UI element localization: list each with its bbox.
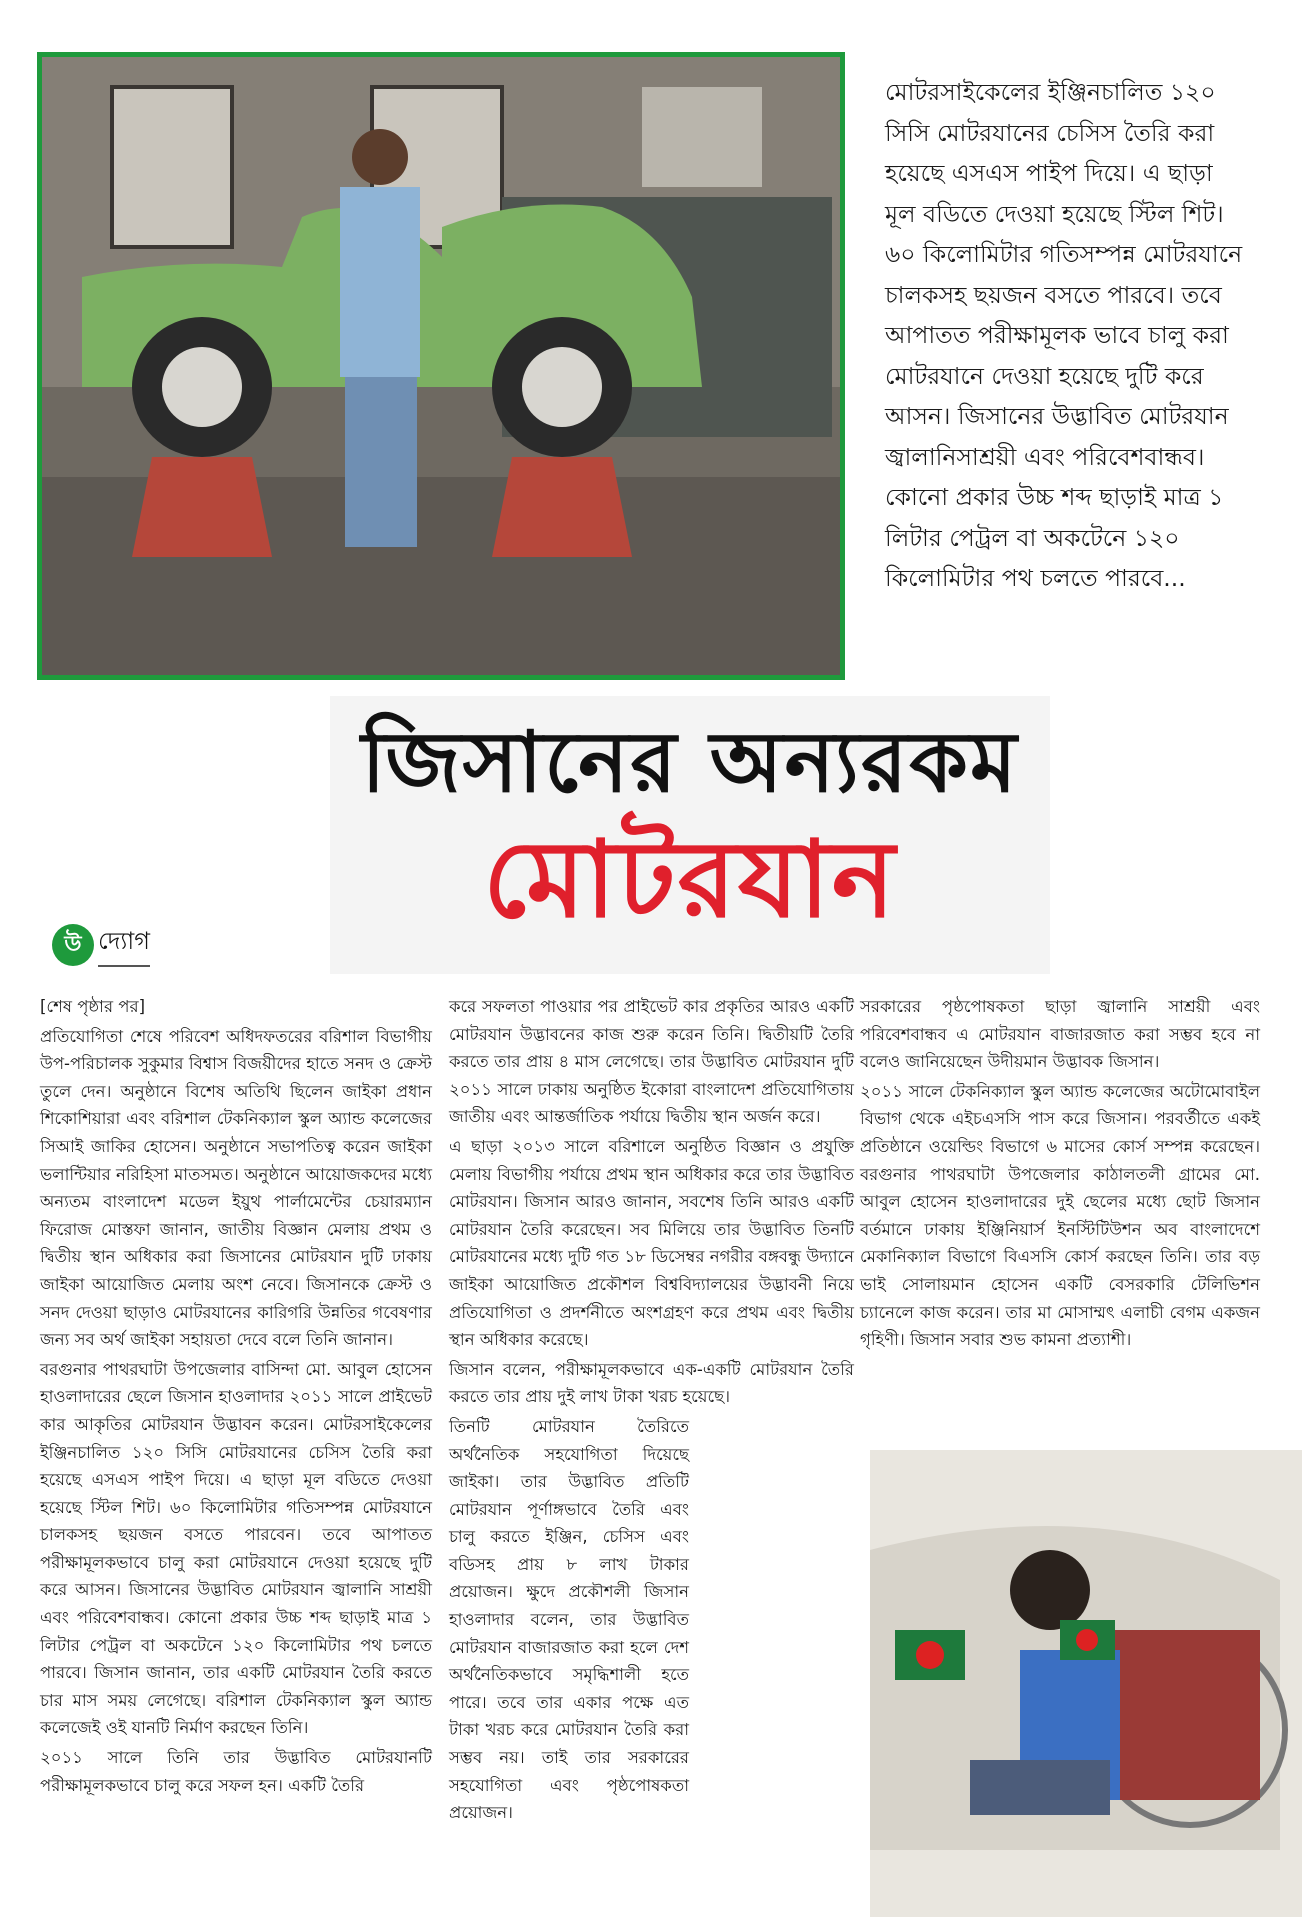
headline-line-2: মোটরযান <box>483 818 897 941</box>
column-1-paragraph: [শেষ পৃষ্ঠার পর] <box>40 997 146 1016</box>
column-1-paragraph: ২০১১ সালে তিনি তার উদ্ভাবিত মোটরযানটি পরীক্ষামূলকভাবে চালু করে সফল হন। একটি তৈরি <box>40 1748 432 1795</box>
column-2-paragraph: জিসান বলেন, পরীক্ষামূলকভাবে এক-একটি মোটরযান তৈরি করতে তার প্রায় দুই লাখ টাকা খরচ হয়েছে। <box>449 1359 854 1407</box>
column-1-paragraph: প্রতিযোগিতা শেষে পরিবেশ অধিদফতরের বরিশাল বিভাগীয় উপ-পরিচালক সুকুমার বিশ্বাস বিজয়ীদের হাতে সনদ ও ক্রেস্ট তুলে দেন। অনুষ্ঠানে বিশেষ অতিথি ছিলেন জাইকা প্রধান শিকোশিয়ারা এবং বরিশাল টেকনিক্যাল স্কুল অ্যান্ড কলেজের সিআই জাকির হোসেন। অনুষ্ঠানে সভাপতিত্ব করেন জাইকা ভলান্টিয়ার নরিহিসা মাতসমত। অনুষ্ঠানে আয়োজকদের মধ্যে অন্যতম বাংলাদেশ মডেল ইয়ুথ পার্লামেন্টের চেয়ারম্যান ফিরোজ মোস্তফা জানান, জাতীয় বিজ্ঞান মেলায় প্রথম ও দ্বিতীয় স্থান অধিকার করা জিসানের মোটরযান দুটি ঢাকায় জাইকা আয়োজিত মেলায় অংশ নেবে। জিসানকে ক্রেস্ট ও সনদ দেওয়া ছাড়াও মোটরযানের কারিগরি উন্নতির গবেষণার জন্য সব অর্থ জাইকা সহায়তা দেবে বলে তিনি জানান। <box>40 1026 432 1350</box>
column-3-paragraph: সরকারের পৃষ্ঠপোষকতা ছাড়া জ্বালানি সাশ্রয়ী এবং পরিবেশবান্ধব এ মোটরযান বাজারজাত করা সম্ভব হবে না বলেও জানিয়েছেন উদীয়মান উদ্ভাবক জিসান। <box>860 997 1260 1072</box>
headline-line-1: জিসানের অন্যরকম <box>361 713 1019 811</box>
headline-block <box>330 696 1050 974</box>
column-1-paragraph: বরগুনার পাথরঘাটা উপজেলার বাসিন্দা মো. আবুল হোসেন হাওলাদারের ছেলে জিসান হাওলাদার ২০১১ সালে প্রাইভেট কার আকৃতির মোটরযান উদ্ভাবন করেন। মোটরসাইকেলের ইঞ্জিনচালিত ১২০ সিসি মোটরযানের চেসিস তৈরি করা হয়েছে এসএস পাইপ দিয়ে। এ ছাড়া মূল বডিতে দেওয়া হয়েছে স্টিল শিট। ৬০ কিলোমিটার গতিসম্পন্ন মোটরযানে চালকসহ ছয়জন বসতে পারবেন। তবে আপাতত পরীক্ষামূলকভাবে চালু করা মোটরযানে দেওয়া হয়েছে দুটি করে আসন। জিসানের উদ্ভাবিত মোটরযান জ্বালানি সাশ্রয়ী এবং পরিবেশবান্ধব। কোনো প্রকার উচ্চ শব্দ ছাড়াই মাত্র ১ লিটার পেট্রল বা অকটেনে ১২০ কিলোমিটার পথ চলতে পারবে। জিসান জানান, তার একটি মোটরযান তৈরি করতে চার মাস সময় লেগেছে। বরিশাল টেকনিক্যাল স্কুল অ্যান্ড কলেজেই ওই যানটি নির্মাণ করছেন তিনি। <box>40 1359 432 1738</box>
article-column-1 <box>40 993 432 1893</box>
article-column-3 <box>860 993 1260 1356</box>
section-tag <box>52 920 150 970</box>
section-tag-initial: উ <box>52 924 94 966</box>
column-2-paragraph: তিনটি মোটরযান তৈরিতে অর্থনৈতিক সহযোগিতা দিয়েছে জাইকা। তার উদ্ভাবিত প্রতিটি মোটরযান পূর্ণাঙ্গভাবে তৈরি এবং চালু করতে ইঞ্জিন, চেসিস এবং বডিসহ প্রায় ৮ লাখ টাকার প্রয়োজন। ক্ষুদে প্রকৌশলী জিসান হাওলাদার বলেন, তার উদ্ভাবিত মোটরযান বাজারজাত করা হলে দেশ অর্থনৈতিকভাবে সমৃদ্ধিশালী হতে পারে। তবে তার একার পক্ষে এত টাকা খরচ করে মোটরযান তৈরি করা সম্ভব নয়। তাই তার সরকারের সহযোগিতা এবং পৃষ্ঠপোষকতা প্রয়োজন। <box>449 1416 689 1823</box>
main-photo <box>37 52 845 680</box>
intro-caption: মোটরসাইকেলের ইঞ্জিনচালিত ১২০ সিসি মোটরযানের চেসিস তৈরি করা হয়েছে এসএস পাইপ দিয়ে। এ ছাড়া মূল বডিতে দেওয়া হয়েছে স্টিল শিট। ৬০ কিলোমিটার গতিসম্পন্ন মোটরযানে চালকসহ ছয়জন বসতে পারবে। তবে আপাতত পরীক্ষামূলক ভাবে চালু করা মোটরযানে দেওয়া হয়েছে দুটি করে আসন। জিসানের উদ্ভাবিত মোটরযান জ্বালানিসাশ্রয়ী এবং পরিবেশবান্ধব। কোনো প্রকার উচ্চ শব্দ ছাড়াই মাত্র ১ লিটার পেট্রল বা অকটেনে ১২০ কিলোমিটার পথ চলতে পারবে... <box>885 78 1243 592</box>
column-2-paragraph: করে সফলতা পাওয়ার পর প্রাইভেট কার প্রকৃতির আরও একটি মোটরযান উদ্ভাবনের কাজ শুরু করেন তিনি। দ্বিতীয়টি তৈরি করতে তার প্রায় ৪ মাস লেগেছে। তার উদ্ভাবিত মোটরযান দুটি ২০১১ সালে ঢাকায় অনুষ্ঠিত ইকোরা বাংলাদেশ প্রতিযোগিতায় জাতীয় এবং আন্তর্জাতিক পর্যায়ে দ্বিতীয় স্থান অর্জন করে। <box>449 997 854 1127</box>
column-2-paragraph: এ ছাড়া ২০১৩ সালে বরিশালে অনুষ্ঠিত বিজ্ঞান ও প্রযুক্তি মেলায় বিভাগীয় পর্যায়ে প্রথম স্থান অধিকার করে তার উদ্ভাবিত মোটরযান। জিসান আরও জানান, সবশেষ তিনি আরও একটি মোটরযান তৈরি করেছেন। সব মিলিয়ে তার উদ্ভাবিত তিনটি মোটরযানের মধ্যে দুটি গত ১৮ ডিসেম্বর নগরীর বঙ্গবন্ধু উদ্যানে জাইকা আয়োজিত প্রকৌশল বিশ্ববিদ্যালয়ের উদ্ভাবনী নিয়ে প্রতিযোগিতা ও প্রদর্শনীতে অংশগ্রহণ করে প্রথম এবং দ্বিতীয় স্থান অধিকার করেছে। <box>449 1136 854 1350</box>
section-tag-label: দ্যোগ <box>98 923 150 967</box>
secondary-photo <box>720 1430 1302 1917</box>
column-3-paragraph: ২০১১ সালে টেকনিক্যাল স্কুল অ্যান্ড কলেজের অটোমোবাইল বিভাগ থেকে এইচএসসি পাস করে জিসান। পরবর্তীতে একই প্রতিষ্ঠানে ওয়েল্ডিং বিভাগে ৬ মাসের কোর্স সম্পন্ন করেছেন। বরগুনার পাথরঘাটা উপজেলার কাঠালতলী গ্রামের মো. আবুল হোসেন হাওলাদারের দুই ছেলের মধ্যে ছোট জিসান বর্তমানে ঢাকায় ইঞ্জিনিয়ার্স ইনস্টিটিউশন অব বাংলাদেশে মেকানিক্যাল বিভাগে বিএসসি কোর্স করছেন তিনি। তার বড় ভাই সোলায়মান হোসেন একটি বেসরকারি টেলিভিশন চ্যানেলে কাজ করেন। তার মা মোসাম্মৎ এলাচী বেগম একজন গৃহিণী। জিসান সবার শুভ কামনা প্রত্যাশী। <box>860 1081 1260 1350</box>
